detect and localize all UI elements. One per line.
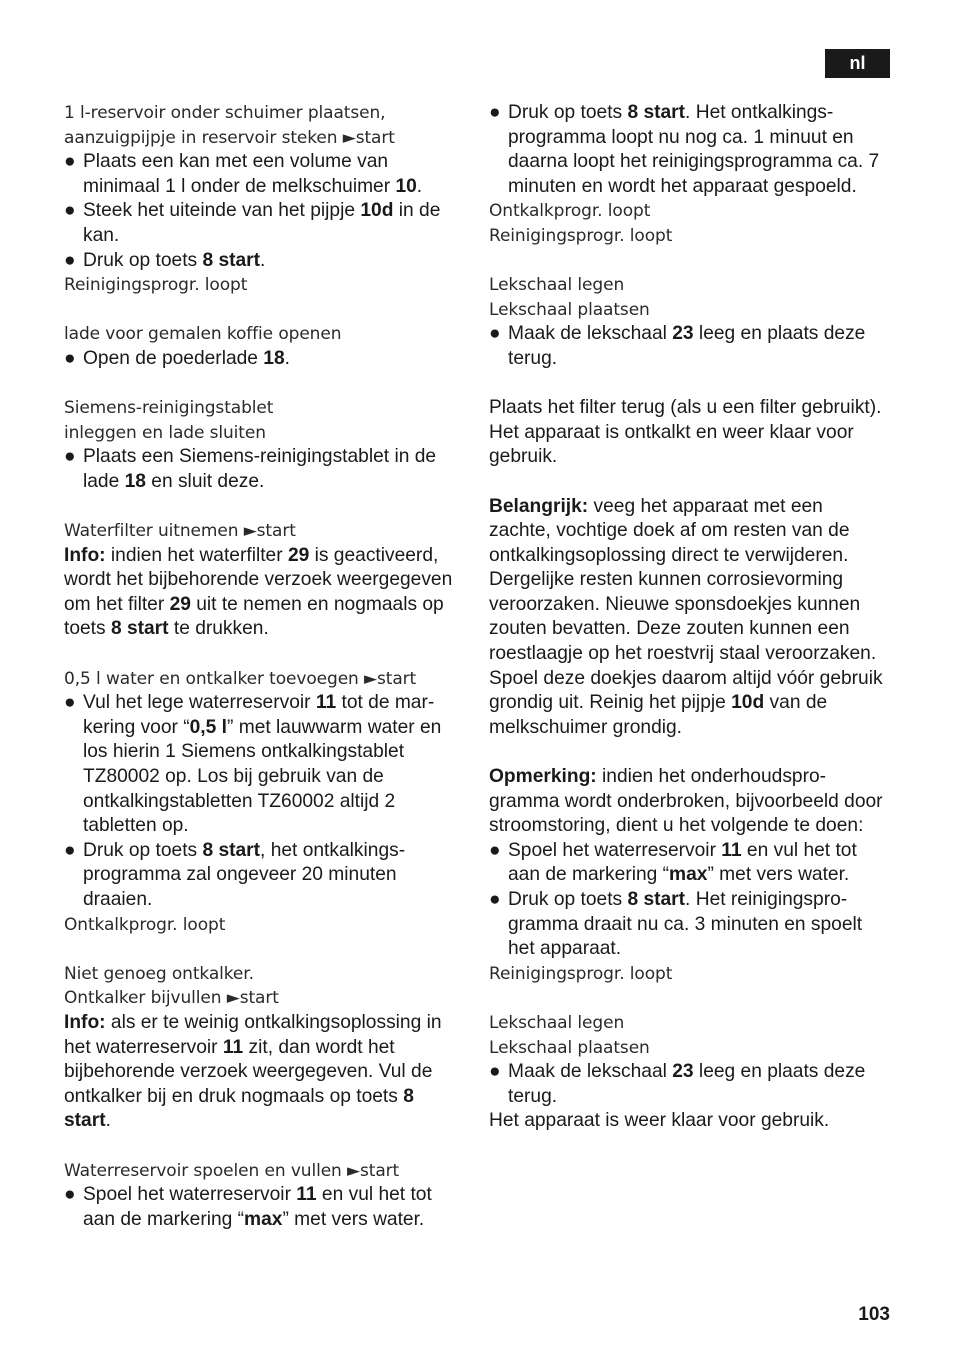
text-run: Maak de lekschaal — [508, 1061, 673, 1083]
spacer — [489, 372, 889, 397]
bold-text: 23 — [672, 323, 694, 345]
text-run: is geactiveerd, wordt het bijbehorende verzoek weergegeven om het filter — [64, 544, 453, 615]
display-message: Reinigingsprogr. loopt — [489, 225, 673, 246]
spacer — [489, 249, 889, 274]
bullet-icon: ● — [64, 347, 76, 369]
bullet-icon: ● — [64, 446, 76, 468]
spacer — [64, 937, 464, 962]
spacer — [489, 740, 889, 765]
text-run: ” met lauwwarm water en los hierin 1 Siemens ontkalkingstablet TZ80002 op. Los bij gebruik van de ontkalkingstabletten TZ60002 altijd 2 tabletten op. — [83, 716, 442, 837]
display-message — [64, 986, 464, 1011]
spacer — [64, 1134, 464, 1159]
bullet-item — [489, 839, 889, 888]
bold-text: 11 — [222, 1036, 244, 1058]
bold-text: Info: — [64, 1011, 106, 1033]
text-run: , het ontkalkingsprogramma zal ongeveer 20 minuten draaien. — [83, 839, 406, 910]
display-message: Ontkalkprogr. loopt — [64, 914, 226, 935]
spacer — [64, 642, 464, 667]
text-run: zit, dan wordt het bijbehorende verzoek weergegeven. Vul de ontkalker bij en druk nogmaals op toets — [64, 1036, 433, 1107]
display-message: Reinigingsprogr. loopt — [489, 963, 673, 984]
text-run: Waterreservoir spoelen en vullen — [64, 1160, 348, 1181]
text-run: ” met vers water. — [707, 864, 850, 886]
text-run: ” met vers water. — [282, 1208, 425, 1230]
text-run: en vul het tot aan de markering “ — [83, 1184, 432, 1230]
display-message: Ontkalkprogr. loopt — [489, 201, 651, 222]
bullet-item — [64, 150, 464, 199]
bullet-icon: ● — [489, 839, 501, 861]
text-run: Waterfilter uitnemen — [64, 521, 244, 542]
text-run: ►start — [226, 988, 279, 1009]
display-message — [64, 1159, 464, 1184]
bold-text: 10 — [395, 175, 417, 197]
text-run: indien het onderhoudsprogramma wordt onderbroken, bijvoorbeeld door stroomstoring, dient u het volgende te doen: — [489, 766, 883, 837]
language-badge: nl — [825, 49, 890, 78]
text-run: in de kan. — [83, 200, 441, 246]
text-run: veeg het apparaat met een zachte, vochtige doek af om resten van de ontkalkingsoplossing direct te verwijderen. Dergelijke resten kunnen corrosievorming veroorzaken. Nieuwe sponsdoekjes kunnen zouten bevatten. Deze zouten kunnen een roestlaagje op het roestvrij staal veroorzaken. Spoel deze doekjes daarom altijd vóór gebruik grondig uit. Reinig het pijpje — [489, 495, 883, 714]
text-run: Plaats een Siemens-reinigingstablet in de lade — [83, 446, 437, 492]
bold-text: 8 start — [64, 1085, 414, 1132]
bold-text: Info: — [64, 544, 106, 566]
display-message: Lekschaal legen — [489, 275, 625, 296]
bullet-item — [489, 1060, 889, 1109]
paragraph — [64, 544, 464, 642]
bullet-item — [64, 347, 464, 372]
spacer — [64, 495, 464, 520]
bullet-icon: ● — [489, 323, 501, 345]
text-run: van de melkschuimer grondig. — [489, 692, 828, 738]
bold-text: 29 — [169, 593, 191, 615]
bold-text: 18 — [124, 470, 146, 492]
bold-text: 11 — [315, 692, 337, 714]
text-run: Druk op toets — [508, 889, 628, 910]
bullet-icon: ● — [64, 1184, 76, 1206]
paragraph — [489, 765, 889, 839]
text-run: Het apparaat is weer klaar voor gebruik. — [489, 1110, 830, 1132]
spacer — [489, 470, 889, 495]
text-run: tot de markering voor “ — [83, 692, 435, 738]
display-message: Lekschaal plaatsen — [489, 299, 650, 320]
text-run: en sluit deze. — [145, 470, 265, 492]
display-message — [64, 667, 464, 692]
bullet-item — [64, 199, 464, 248]
text-run: Plaats het filter terug (als u een filter gebruikt). Het apparaat is ontkalkt en weer klaar voor gebruik. — [489, 397, 882, 468]
bullet-icon: ● — [489, 1061, 501, 1083]
bullet-icon: ● — [64, 200, 76, 222]
bold-text: 8 start — [627, 889, 686, 910]
bold-text: 8 start — [627, 102, 686, 123]
text-run: Open de poederlade — [83, 347, 264, 369]
text-run: ►start — [342, 127, 395, 148]
left-column — [64, 101, 464, 1232]
text-run: Maak de lekschaal — [508, 323, 673, 345]
bullet-icon: ● — [64, 839, 76, 861]
bold-text: 23 — [672, 1061, 694, 1083]
spacer — [64, 298, 464, 323]
display-message — [64, 519, 464, 544]
paragraph — [489, 1109, 889, 1134]
text-run: . Het ontkalkingsprogramma loopt nu nog ca. 1 minuut en daarna loopt het reinigingsprogramma ca. 7 minuten en wordt het apparaat gespoeld. — [508, 102, 880, 197]
text-run: te drukken. — [168, 618, 269, 640]
bullet-item — [64, 839, 464, 913]
text-run: Druk op toets — [83, 249, 203, 271]
page-number: 103 — [858, 1304, 890, 1325]
bold-text: 10d — [731, 692, 765, 714]
display-message: lade voor gemalen koffie openen — [64, 324, 342, 345]
text-run: leeg en plaats deze terug. — [508, 1061, 866, 1107]
text-run: Ontkalker bijvullen — [64, 988, 227, 1009]
bold-text: 8 start — [110, 618, 169, 640]
text-run: Vul het lege waterreservoir — [83, 692, 316, 714]
display-message: Reinigingsprogr. loopt — [64, 275, 248, 296]
bold-text: 11 — [721, 839, 742, 861]
display-message: Lekschaal legen — [489, 1012, 625, 1033]
text-run: 0,5 l water en ontkalker toevoegen — [64, 668, 365, 689]
text-run: . — [260, 249, 266, 271]
bold-text: 0,5 l — [189, 716, 227, 738]
text-run: ►start — [364, 668, 417, 689]
display-message — [64, 126, 464, 151]
text-run: Spoel het waterreservoir — [83, 1184, 297, 1206]
right-column — [489, 101, 889, 1134]
text-run: Steek het uiteinde van het pijpje — [83, 200, 361, 222]
bullet-icon: ● — [489, 102, 501, 123]
bullet-icon: ● — [64, 249, 76, 271]
bullet-item — [64, 249, 464, 274]
text-run: ►start — [243, 521, 296, 542]
bullet-item — [64, 691, 464, 839]
bold-text: Opmerking: — [489, 766, 597, 788]
bold-text: Belangrijk: — [489, 495, 589, 517]
text-run: . — [416, 175, 423, 197]
bold-text: 8 start — [202, 249, 261, 271]
text-run: als er te weinig ontkalkingsoplossing in het waterreservoir — [64, 1011, 442, 1058]
bold-text: 29 — [287, 544, 310, 566]
bold-text: max — [244, 1208, 283, 1230]
bullet-item — [64, 1183, 464, 1232]
display-message: Niet genoeg ontkalker. — [64, 963, 254, 984]
text-run: . — [284, 347, 290, 369]
bold-text: 11 — [296, 1184, 317, 1206]
bullet-item — [64, 445, 464, 494]
bullet-item — [489, 888, 889, 962]
bullet-icon: ● — [64, 692, 76, 714]
text-run: en vul het tot aan de markering “ — [508, 839, 857, 886]
text-run: Plaats een kan met een volume van minimaal 1 l onder de melkschuimer — [83, 151, 396, 197]
display-message: inleggen en lade sluiten — [64, 422, 266, 443]
bold-text: 8 start — [202, 839, 261, 861]
display-message: Siemens-reinigingstablet — [64, 398, 274, 419]
display-message: 1 l-reservoir onder schuimer plaatsen, — [64, 103, 386, 123]
text-run: indien het waterfilter — [105, 544, 288, 566]
bullet-icon: ● — [64, 151, 76, 173]
text-run: Spoel het waterreservoir — [508, 839, 722, 861]
text-run: Druk op toets — [83, 839, 203, 861]
bold-text: 10d — [360, 200, 394, 222]
paragraph — [489, 396, 889, 470]
text-run: leeg en plaats deze terug. — [508, 323, 866, 369]
spacer — [489, 986, 889, 1011]
text-run: . — [105, 1110, 111, 1132]
text-run: uit te nemen en nogmaals op toets — [64, 593, 444, 640]
spacer — [64, 372, 464, 397]
bold-text: max — [669, 864, 708, 886]
text-run: . Het reinigingsprogramma draait nu ca. 3 minuten en spoelt het apparaat. — [508, 889, 863, 960]
display-message: Lekschaal plaatsen — [489, 1037, 650, 1058]
text-run: Druk op toets — [508, 102, 628, 123]
paragraph — [64, 1011, 464, 1134]
bullet-item — [489, 322, 889, 371]
bold-text: 18 — [263, 347, 285, 369]
bullet-item — [489, 101, 889, 199]
text-run: ►start — [347, 1160, 400, 1181]
paragraph — [489, 495, 889, 741]
text-run: aanzuigpijpje in reservoir steken — [64, 127, 343, 148]
bullet-icon: ● — [489, 889, 501, 910]
